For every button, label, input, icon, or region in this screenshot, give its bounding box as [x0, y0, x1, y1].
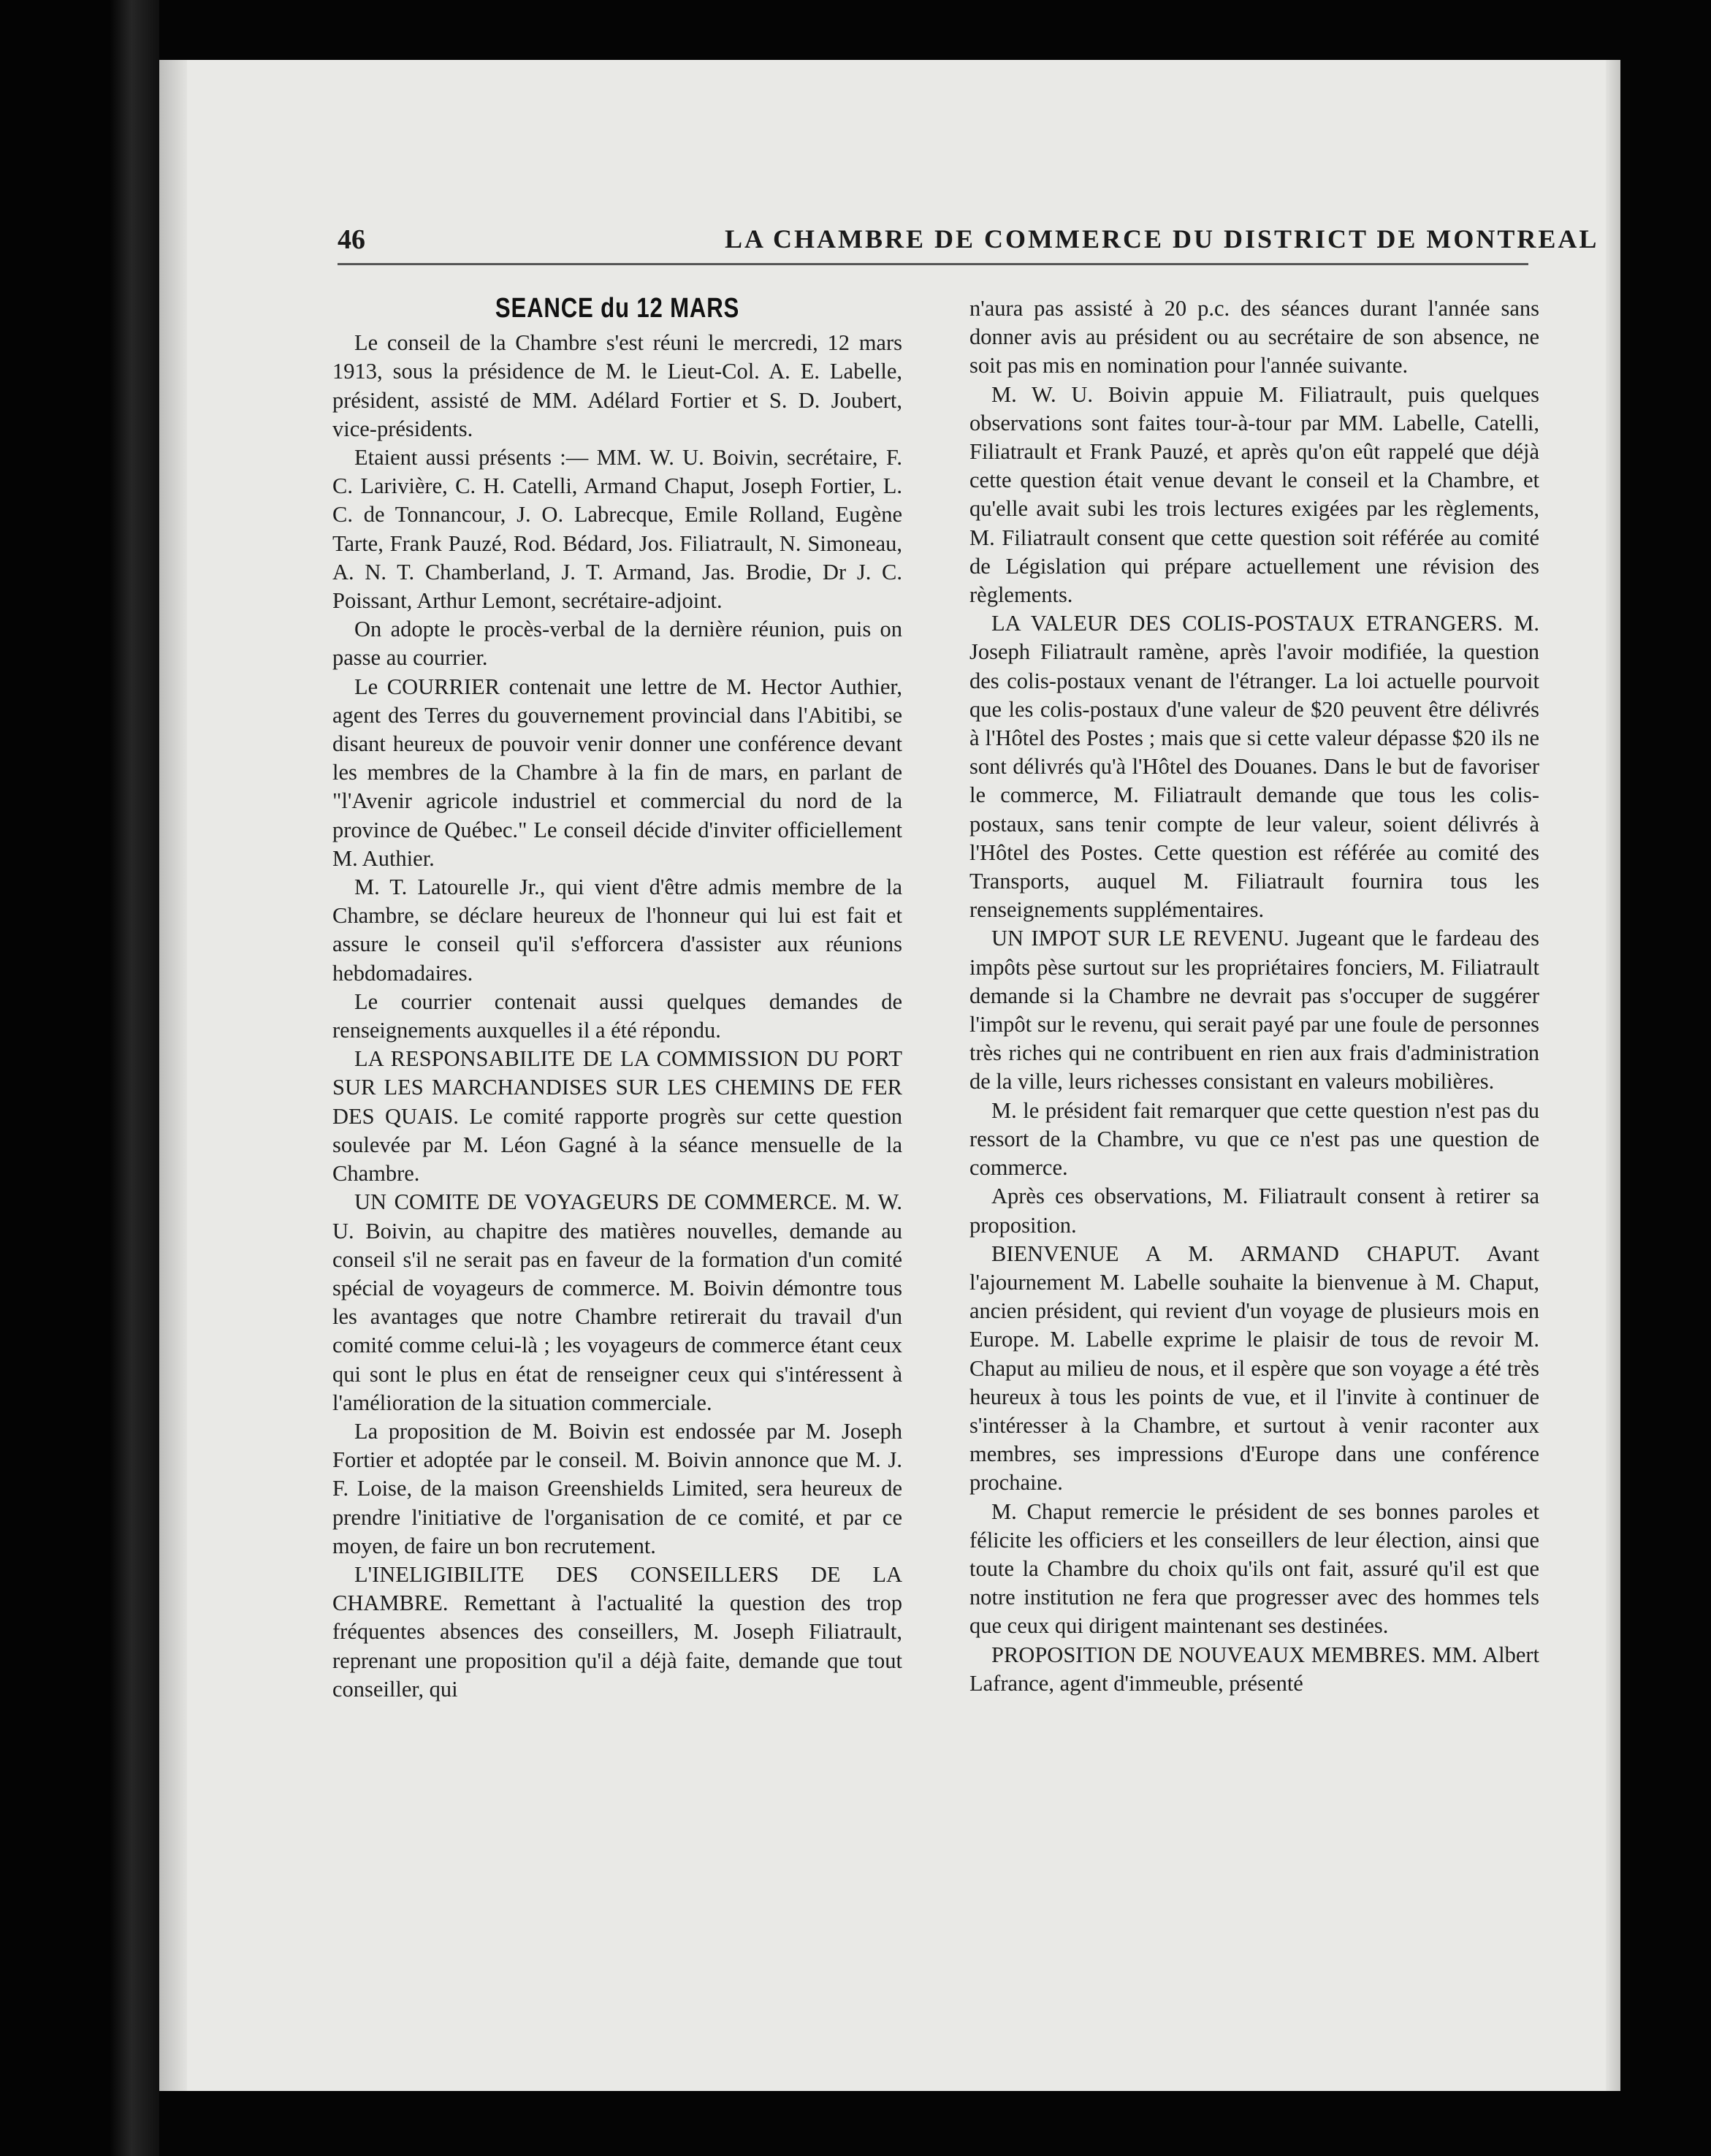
paragraph: Après ces observations, M. Filiatrault consent à retirer sa proposition.: [969, 1184, 1539, 1238]
paragraph: M. Chaput remercie le président de ses bonnes paroles et félicite les officiers et les conseillers de leur élection, ainsi que toute la Chambre du choix qu'ils ont fait, assuré qu'il est que notre institution ne fera que progresser avec des hommes tels que ceux qui dirigent maintenant ses destinées.: [969, 1498, 1539, 1639]
header-rule: [338, 263, 1528, 265]
paragraph: Le courrier contenait aussi quelques demandes de renseignements auxquelles il a été répondu.: [332, 989, 902, 1043]
paragraph: La proposition de M. Boivin est endossée par M. Joseph Fortier et adoptée par le conseil. M. Boivin annonce que M. J. F. Loise, de la maison Greenshields Limited, sera heureux de prendre l'initiative de l'organisation de ce comité, et par ce moyen, de faire un bon recrutement.: [332, 1418, 902, 1558]
paragraph: UN IMPOT SUR LE REVENU. Jugeant que le fardeau des impôts pèse surtout sur les propriétaires fonciers, M. Filiatrault demande si la Chambre ne devrait pas s'occuper de suggérer l'impôt sur le revenu, qui serait payé par une foule de personnes très riches qui ne contribuent en rien aux frais d'administration de la ville, leurs richesses consistant en valeurs mobilières.: [969, 926, 1539, 1094]
paragraph: PROPOSITION DE NOUVEAUX MEMBRES. MM. Albert Lafrance, agent d'immeuble, présenté: [969, 1642, 1539, 1696]
paragraph: LA RESPONSABILITE DE LA COMMISSION DU PORT SUR LES MARCHANDISES SUR LES CHEMINS DE FER DES QUAIS. Le comité rapporte progrès sur cette question soulevée par M. Léon Gagné à la séance mensuelle de la Chambre.: [332, 1046, 902, 1186]
paragraph: On adopte le procès-verbal de la dernière réunion, puis on passe au courrier.: [332, 617, 902, 671]
paragraph: Le conseil de la Chambre s'est réuni le mercredi, 12 mars 1913, sous la présidence de M. le Lieut-Col. A. E. Labelle, président, assisté de MM. Adélard Fortier et S. D. Joubert, vice-présidents.: [332, 330, 902, 441]
right-column: [969, 294, 1539, 1698]
running-title: LA CHAMBRE DE COMMERCE DU DISTRICT DE MONTREAL: [725, 224, 1599, 254]
paragraph: n'aura pas assisté à 20 p.c. des séances durant l'année sans donner avis au président ou au secrétaire de son absence, ne soit pas mis en nomination pour l'année suivante.: [969, 296, 1539, 378]
left-column: [332, 294, 902, 1704]
paragraph: L'INELIGIBILITE DES CONSEILLERS DE LA CHAMBRE. Remettant à l'actualité la question des trop fréquentes absences des conseillers, M. Joseph Filiatrault, reprenant une proposition qu'il a déjà faite, demande que tout conseiller, qui: [332, 1561, 902, 1702]
paragraph: BIENVENUE A M. ARMAND CHAPUT. Avant l'ajournement M. Labelle souhaite la bienvenue à M. Chaput, ancien président, qui revient d'un voyage de plusieurs mois en Europe. M. Labelle exprime le plaisir de tous de revoir M. Chaput au milieu de nous, et il espère que son voyage a été très heureux à tous les points de vue, et il l'invite à continuer de s'intéresser à la Chambre, et surtout à venir raconter aux membres, ses impressions d'Europe dans une conférence prochaine.: [969, 1241, 1539, 1496]
scan-left-border: [0, 0, 159, 2156]
paragraph: Le COURRIER contenait une lettre de M. Hector Authier, agent des Terres du gouvernement provincial dans l'Abitibi, se disant heureux de pouvoir venir donner une conférence devant les membres de la Chambre à la fin de mars, en parlant de "l'Avenir agricole industriel et commercial du nord de la province de Québec." Le conseil décide d'inviter officiellement M. Authier.: [332, 674, 902, 871]
article-title: SEANCE du 12 MARS: [495, 293, 740, 324]
paragraph: UN COMITE DE VOYAGEURS DE COMMERCE. M. W. U. Boivin, au chapitre des matières nouvelles, demande au conseil s'il ne serait pas en faveur de la formation d'un comité spécial de voyageurs de commerce. M. Boivin démontre tous les avantages que notre Chambre retirerait du travail d'un comité comme celui-là ; les voyageurs de commerce étant ceux qui sont le plus en état de renseigner ceux qui s'intéressent à l'amélioration de la situation commerciale.: [332, 1189, 902, 1415]
paragraph: Etaient aussi présents :— MM. W. U. Boivin, secrétaire, F. C. Larivière, C. H. Catelli, Armand Chaput, Joseph Fortier, L. C. de Tonnancour, J. O. Labrecque, Emile Rolland, Eugène Tarte, Frank Pauzé, Rod. Bédard, Jos. Filiatrault, N. Simoneau, A. N. T. Chamberland, J. T. Armand, Jas. Brodie, Dr J. C. Poissant, Arthur Lemont, secrétaire-adjoint.: [332, 445, 902, 614]
paragraph: M. T. Latourelle Jr., qui vient d'être admis membre de la Chambre, se déclare heureux de l'honneur qui lui est fait et assure le conseil qu'il s'efforcera d'assister aux réunions hebdomadaires.: [332, 875, 902, 986]
paragraph: LA VALEUR DES COLIS-POSTAUX ETRANGERS. M. Joseph Filiatrault ramène, après l'avoir modifiée, la question des colis-postaux venant de l'étranger. La loi actuelle pourvoit que les colis-postaux d'une valeur de $20 peuvent être délivrés à l'Hôtel des Postes ; mais que si cette valeur dépasse $20 ils ne sont délivrés qu'à l'Hôtel des Douanes. Dans le but de favoriser le commerce, M. Filiatrault demande que tous les colis-postaux, sans tenir compte de leur valeur, soient délivrés à l'Hôtel des Postes. Cette question est référée au comité des Transports, auquel M. Filiatrault fournira tous les renseignements supplémentaires.: [969, 611, 1539, 923]
page-number: 46: [338, 224, 365, 255]
page-header: [338, 224, 1599, 267]
paragraph: M. W. U. Boivin appuie M. Filiatrault, puis quelques observations sont faites tour-à-tour par MM. Labelle, Catelli, Filiatrault et Frank Pauzé, et après qu'on eût rappelé que déjà cette question était venue devant le conseil et la Chambre, et qu'elle avait subi les trois lectures exigées par les règlements, M. Filiatrault consent que cette question soit référée au comité de Législation qui prépare actuellement une révision des règlements.: [969, 381, 1539, 608]
paragraph: M. le président fait remarquer que cette question n'est pas du ressort de la Chambre, vu que ce n'est pas une question de commerce.: [969, 1097, 1539, 1181]
